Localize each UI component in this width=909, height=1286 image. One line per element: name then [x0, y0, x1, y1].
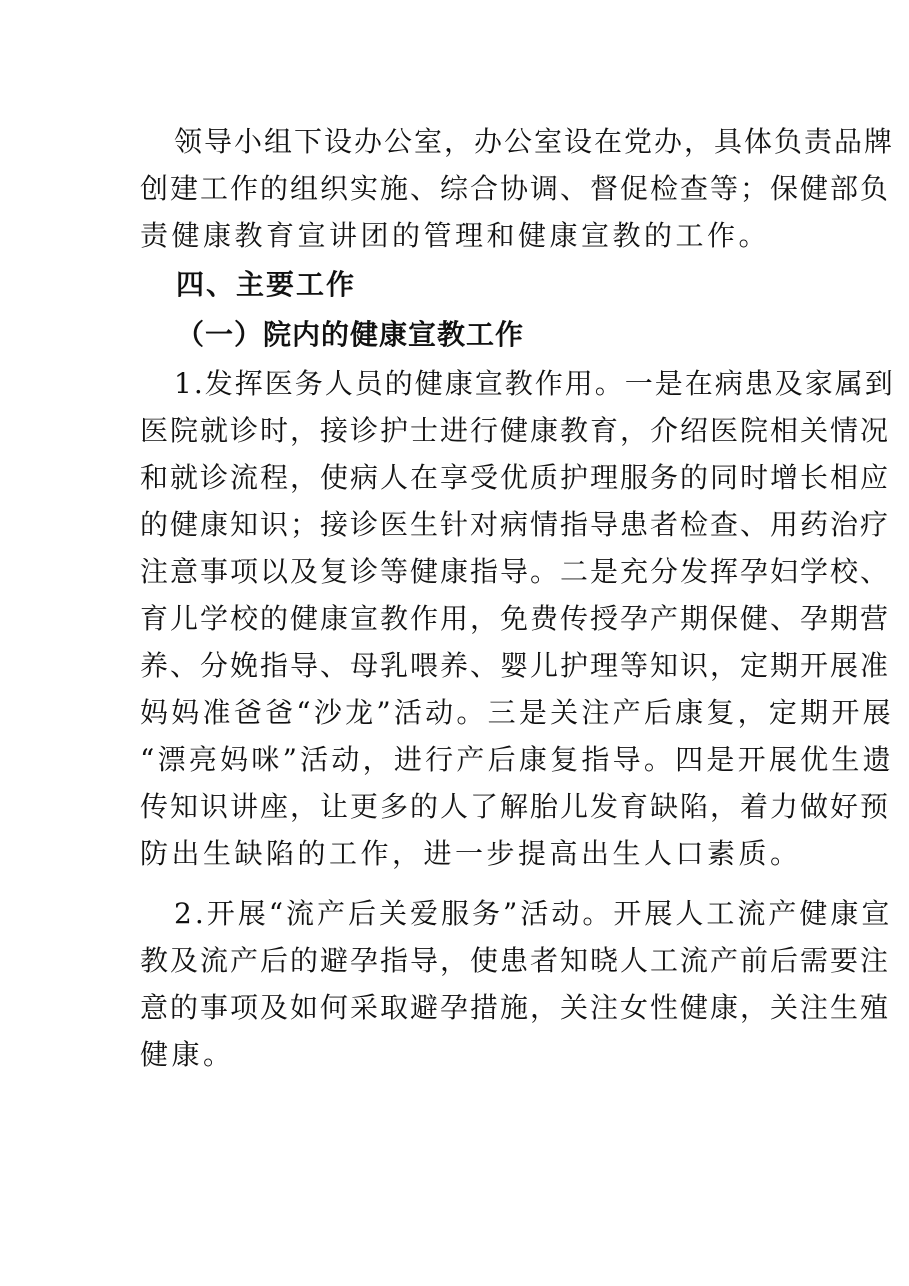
- section-heading: 四、主要工作: [176, 268, 357, 301]
- text-line: 养、分娩指导、母乳喂养、婴儿护理等知识，定期开展准: [140, 649, 891, 682]
- text-line: “漂亮妈咪”活动，进行产后康复指导。四是开展优生遗: [140, 743, 894, 776]
- text-line: 领导小组下设办公室，办公室设在党办，具体负责品牌: [174, 125, 895, 158]
- text-line: 2.开展“流产后关爱服务”活动。开展人工流产健康宣: [174, 897, 893, 930]
- text-line: 1.发挥医务人员的健康宣教作用。一是在病患及家属到: [174, 367, 895, 400]
- text-line: 育儿学校的健康宣教作用，免费传授孕产期保健、孕期营: [140, 602, 891, 635]
- text-line: 注意事项以及复诊等健康指导。二是充分发挥孕妇学校、: [140, 555, 891, 588]
- subsection-heading: （一）院内的健康宣教工作: [176, 318, 525, 351]
- text-line: 防出生缺陷的工作，进一步提高出生人口素质。: [140, 837, 802, 870]
- text-line: 责健康教育宣讲团的管理和健康宣教的工作。: [140, 219, 771, 252]
- text-line: 意的事项及如何采取避孕措施，关注女性健康，关注生殖: [140, 991, 891, 1024]
- text-line: 传知识讲座，让更多的人了解胎儿发育缺陷，着力做好预: [140, 790, 891, 823]
- text-line: 的健康知识；接诊医生针对病情指导患者检查、用药治疗: [140, 508, 891, 541]
- text-line: 医院就诊时，接诊护士进行健康教育，介绍医院相关情况: [140, 414, 891, 447]
- text-line: 健康。: [140, 1038, 235, 1071]
- text-line: 妈妈准爸爸“沙龙”活动。三是关注产后康复，定期开展: [140, 696, 894, 729]
- text-line: 创建工作的组织实施、综合协调、督促检查等；保健部负: [140, 172, 891, 205]
- text-line: 教及流产后的避孕指导，使患者知晓人工流产前后需要注: [140, 944, 891, 977]
- text-line: 和就诊流程，使病人在享受优质护理服务的同时增长相应: [140, 461, 891, 494]
